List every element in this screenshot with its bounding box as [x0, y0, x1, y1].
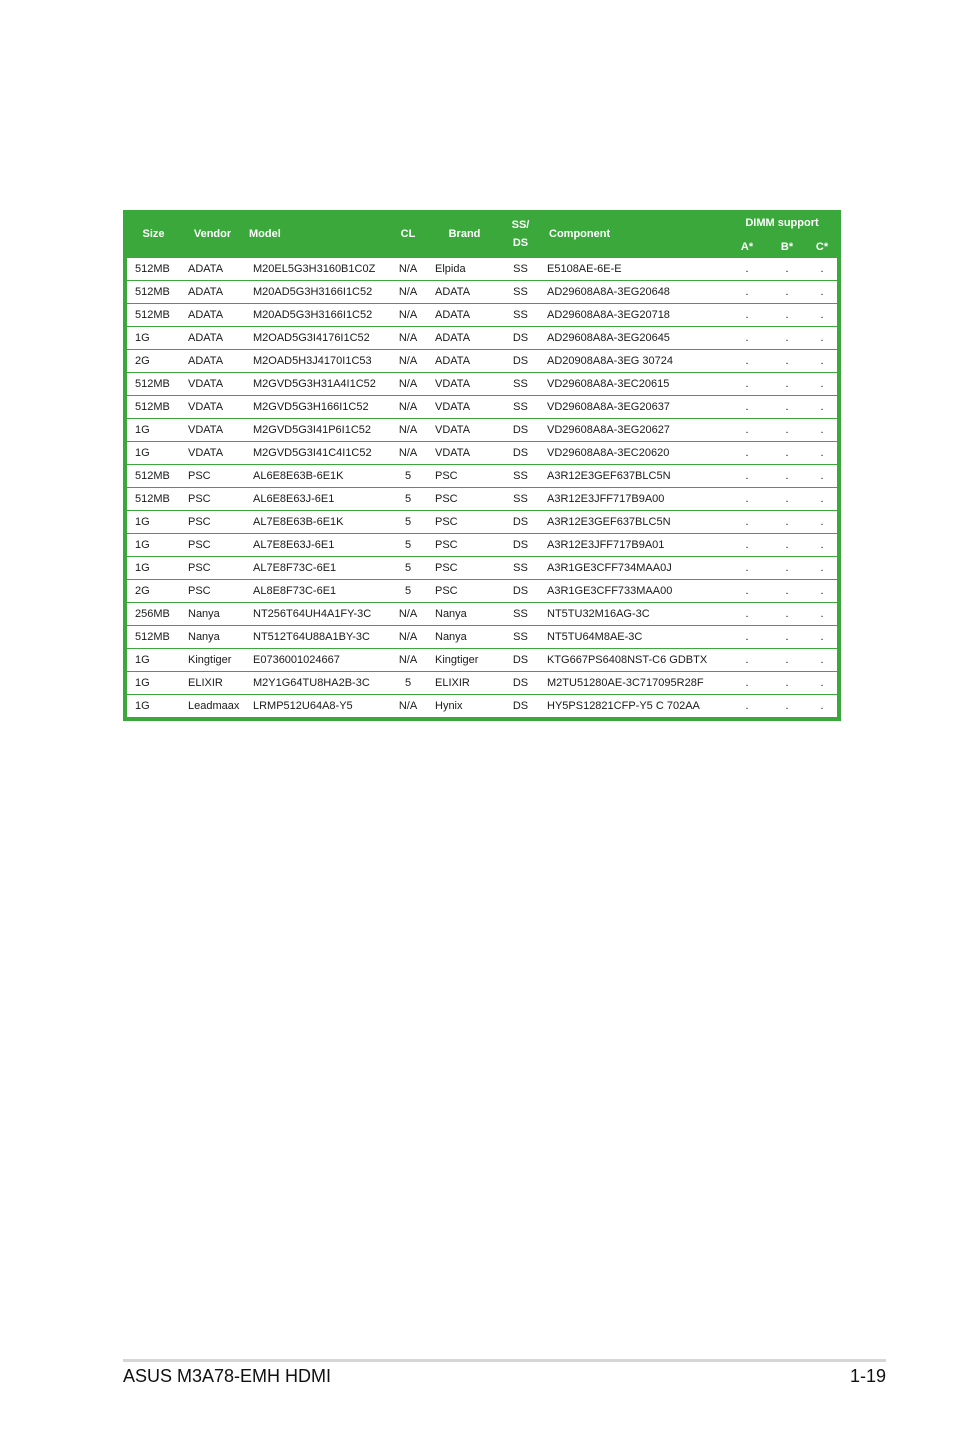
header-ss-ds-top: SS/ [511, 219, 530, 231]
cell-ss-ds: SS [502, 603, 539, 626]
cell-brand: ADATA [427, 281, 502, 304]
table-row [127, 626, 837, 649]
cell-cl: 5 [389, 534, 427, 557]
table-row [127, 557, 837, 580]
cell-brand: Kingtiger [427, 649, 502, 672]
cell-ss-ds: DS [502, 511, 539, 534]
cell-brand: Nanya [427, 626, 502, 649]
cell-model: M20AD5G3H3166I1C52 [245, 304, 389, 327]
cell-ss-ds: SS [502, 258, 539, 281]
cell-dimm-c: . [807, 511, 837, 534]
cell-dimm-a: . [727, 396, 767, 419]
cell-component: M2TU51280AE-3C717095R28F [539, 672, 727, 695]
cell-cl: 5 [389, 672, 427, 695]
cell-dimm-b: . [767, 672, 807, 695]
cell-ss-ds: SS [502, 488, 539, 511]
cell-dimm-c: . [807, 465, 837, 488]
cell-dimm-b: . [767, 603, 807, 626]
cell-brand: ELIXIR [427, 672, 502, 695]
cell-size: 512MB [127, 488, 180, 511]
cell-size: 1G [127, 695, 180, 718]
cell-cl: 5 [389, 557, 427, 580]
cell-component: NT5TU64M8AE-3C [539, 626, 727, 649]
table-row [127, 695, 837, 718]
cell-vendor: PSC [180, 557, 245, 580]
header-dimm-c: C* [807, 236, 837, 258]
cell-cl: N/A [389, 350, 427, 373]
cell-model: M2Y1G64TU8HA2B-3C [245, 672, 389, 695]
cell-brand: PSC [427, 465, 502, 488]
cell-brand: ADATA [427, 327, 502, 350]
cell-dimm-b: . [767, 396, 807, 419]
cell-vendor: ADATA [180, 350, 245, 373]
cell-brand: VDATA [427, 373, 502, 396]
cell-dimm-a: . [727, 442, 767, 465]
cell-dimm-c: . [807, 304, 837, 327]
cell-ss-ds: DS [502, 419, 539, 442]
cell-ss-ds: DS [502, 580, 539, 603]
cell-vendor: PSC [180, 511, 245, 534]
cell-model: AL8E8F73C-6E1 [245, 580, 389, 603]
cell-dimm-c: . [807, 557, 837, 580]
cell-dimm-b: . [767, 695, 807, 718]
cell-model: M2GVD5G3I41P6I1C52 [245, 419, 389, 442]
cell-dimm-a: . [727, 649, 767, 672]
table-row [127, 350, 837, 373]
cell-dimm-c: . [807, 603, 837, 626]
cell-dimm-c: . [807, 534, 837, 557]
cell-vendor: ELIXIR [180, 672, 245, 695]
cell-ss-ds: SS [502, 281, 539, 304]
cell-dimm-a: . [727, 465, 767, 488]
cell-size: 512MB [127, 258, 180, 281]
cell-dimm-c: . [807, 442, 837, 465]
cell-vendor: VDATA [180, 442, 245, 465]
cell-brand: VDATA [427, 442, 502, 465]
cell-model: M20EL5G3H3160B1C0Z [245, 258, 389, 281]
cell-vendor: Leadmaax [180, 695, 245, 718]
cell-model: NT256T64UH4A1FY-3C [245, 603, 389, 626]
cell-ss-ds: SS [502, 557, 539, 580]
cell-vendor: Kingtiger [180, 649, 245, 672]
cell-vendor: PSC [180, 465, 245, 488]
cell-model: M2GVD5G3H166I1C52 [245, 396, 389, 419]
cell-size: 1G [127, 442, 180, 465]
table-row [127, 373, 837, 396]
cell-component: A3R1GE3CFF734MAA0J [539, 557, 727, 580]
cell-size: 512MB [127, 626, 180, 649]
cell-cl: N/A [389, 649, 427, 672]
table-row [127, 304, 837, 327]
header-dimm-support: DIMM support [727, 210, 837, 236]
cell-cl: N/A [389, 281, 427, 304]
table-row [127, 580, 837, 603]
cell-component: A3R12E3GEF637BLC5N [539, 511, 727, 534]
memory-qvl-table [123, 210, 841, 721]
table-row [127, 672, 837, 695]
cell-dimm-b: . [767, 557, 807, 580]
cell-cl: 5 [389, 465, 427, 488]
table-row [127, 419, 837, 442]
cell-vendor: Nanya [180, 626, 245, 649]
cell-dimm-a: . [727, 373, 767, 396]
cell-component: NT5TU32M16AG-3C [539, 603, 727, 626]
cell-dimm-c: . [807, 373, 837, 396]
cell-vendor: PSC [180, 534, 245, 557]
cell-dimm-c: . [807, 281, 837, 304]
cell-model: AL7E8F73C-6E1 [245, 557, 389, 580]
footer-title: ASUS M3A78-EMH HDMI [123, 1366, 332, 1386]
cell-dimm-b: . [767, 281, 807, 304]
header-size: Size [127, 210, 180, 258]
cell-dimm-a: . [727, 511, 767, 534]
cell-component: AD29608A8A-3EG20718 [539, 304, 727, 327]
cell-dimm-a: . [727, 534, 767, 557]
cell-cl: N/A [389, 327, 427, 350]
cell-size: 2G [127, 350, 180, 373]
cell-vendor: Nanya [180, 603, 245, 626]
cell-size: 512MB [127, 465, 180, 488]
cell-dimm-c: . [807, 649, 837, 672]
cell-ss-ds: DS [502, 327, 539, 350]
cell-model: AL6E8E63B-6E1K [245, 465, 389, 488]
cell-brand: Nanya [427, 603, 502, 626]
cell-model: E0736001024667 [245, 649, 389, 672]
cell-dimm-a: . [727, 626, 767, 649]
cell-size: 1G [127, 672, 180, 695]
cell-model: NT512T64U88A1BY-3C [245, 626, 389, 649]
cell-dimm-b: . [767, 649, 807, 672]
cell-size: 2G [127, 580, 180, 603]
cell-vendor: ADATA [180, 304, 245, 327]
cell-model: M2GVD5G3I41C4I1C52 [245, 442, 389, 465]
header-brand: Brand [427, 210, 502, 258]
cell-size: 512MB [127, 396, 180, 419]
cell-size: 512MB [127, 304, 180, 327]
cell-ss-ds: SS [502, 465, 539, 488]
cell-cl: N/A [389, 304, 427, 327]
cell-vendor: ADATA [180, 327, 245, 350]
cell-model: M2OAD5G3I4176I1C52 [245, 327, 389, 350]
footer-rule [123, 1359, 886, 1362]
table-row [127, 511, 837, 534]
table-row [127, 603, 837, 626]
cell-dimm-c: . [807, 488, 837, 511]
cell-size: 1G [127, 534, 180, 557]
cell-size: 256MB [127, 603, 180, 626]
cell-cl: N/A [389, 419, 427, 442]
cell-brand: PSC [427, 534, 502, 557]
cell-dimm-b: . [767, 488, 807, 511]
cell-ss-ds: SS [502, 373, 539, 396]
table-row [127, 258, 837, 281]
cell-cl: N/A [389, 373, 427, 396]
cell-component: VD29608A8A-3EC20620 [539, 442, 727, 465]
cell-dimm-a: . [727, 258, 767, 281]
cell-brand: PSC [427, 557, 502, 580]
cell-dimm-b: . [767, 419, 807, 442]
header-ss-ds [502, 210, 539, 258]
cell-dimm-a: . [727, 304, 767, 327]
cell-ss-ds: SS [502, 626, 539, 649]
cell-size: 1G [127, 649, 180, 672]
cell-model: AL7E8E63J-6E1 [245, 534, 389, 557]
cell-dimm-b: . [767, 511, 807, 534]
cell-ss-ds: DS [502, 442, 539, 465]
cell-cl: N/A [389, 626, 427, 649]
cell-size: 1G [127, 327, 180, 350]
cell-brand: Elpida [427, 258, 502, 281]
cell-dimm-a: . [727, 327, 767, 350]
cell-dimm-b: . [767, 373, 807, 396]
cell-component: A3R1GE3CFF733MAA00 [539, 580, 727, 603]
header-cl: CL [389, 210, 427, 258]
table-row [127, 649, 837, 672]
cell-dimm-b: . [767, 304, 807, 327]
cell-size: 1G [127, 557, 180, 580]
cell-vendor: PSC [180, 580, 245, 603]
header-component: Component [539, 210, 727, 258]
cell-model: AL7E8E63B-6E1K [245, 511, 389, 534]
cell-dimm-b: . [767, 442, 807, 465]
cell-dimm-a: . [727, 488, 767, 511]
header-dimm-a: A* [727, 236, 767, 258]
cell-dimm-c: . [807, 350, 837, 373]
cell-component: A3R12E3JFF717B9A01 [539, 534, 727, 557]
cell-brand: VDATA [427, 419, 502, 442]
cell-dimm-a: . [727, 695, 767, 718]
cell-cl: N/A [389, 695, 427, 718]
cell-cl: 5 [389, 488, 427, 511]
header-dimm-b: B* [767, 236, 807, 258]
cell-dimm-b: . [767, 626, 807, 649]
cell-cl: N/A [389, 396, 427, 419]
cell-component: VD29608A8A-3EG20627 [539, 419, 727, 442]
table-row [127, 442, 837, 465]
cell-brand: ADATA [427, 350, 502, 373]
cell-ss-ds: DS [502, 534, 539, 557]
cell-component: HY5PS12821CFP-Y5 C 702AA [539, 695, 727, 718]
cell-ss-ds: SS [502, 304, 539, 327]
cell-dimm-b: . [767, 258, 807, 281]
cell-dimm-a: . [727, 580, 767, 603]
cell-dimm-a: . [727, 557, 767, 580]
cell-component: A3R12E3GEF637BLC5N [539, 465, 727, 488]
cell-ss-ds: SS [502, 396, 539, 419]
cell-dimm-a: . [727, 603, 767, 626]
cell-brand: VDATA [427, 396, 502, 419]
cell-dimm-c: . [807, 695, 837, 718]
table-row [127, 327, 837, 350]
cell-cl: N/A [389, 603, 427, 626]
cell-dimm-c: . [807, 258, 837, 281]
header-ss-ds-bottom: DS [512, 237, 529, 249]
cell-model: LRMP512U64A8-Y5 [245, 695, 389, 718]
cell-vendor: ADATA [180, 258, 245, 281]
cell-dimm-b: . [767, 534, 807, 557]
cell-cl: 5 [389, 511, 427, 534]
cell-dimm-b: . [767, 465, 807, 488]
cell-size: 512MB [127, 281, 180, 304]
cell-vendor: VDATA [180, 396, 245, 419]
table-row [127, 488, 837, 511]
header-model: Model [245, 210, 389, 258]
cell-ss-ds: DS [502, 649, 539, 672]
table-row [127, 465, 837, 488]
table-row [127, 396, 837, 419]
cell-size: 1G [127, 511, 180, 534]
cell-model: M2OAD5H3J4170I1C53 [245, 350, 389, 373]
cell-vendor: ADATA [180, 281, 245, 304]
cell-size: 1G [127, 419, 180, 442]
cell-vendor: VDATA [180, 373, 245, 396]
cell-dimm-b: . [767, 327, 807, 350]
cell-cl: N/A [389, 258, 427, 281]
cell-dimm-a: . [727, 281, 767, 304]
cell-brand: PSC [427, 511, 502, 534]
cell-dimm-a: . [727, 350, 767, 373]
cell-component: KTG667PS6408NST-C6 GDBTX [539, 649, 727, 672]
table-row [127, 281, 837, 304]
cell-dimm-c: . [807, 626, 837, 649]
cell-size: 512MB [127, 373, 180, 396]
header-vendor: Vendor [180, 210, 245, 258]
cell-ss-ds: DS [502, 672, 539, 695]
page-number: 1-19 [849, 1366, 886, 1386]
cell-model: M2GVD5G3H31A4I1C52 [245, 373, 389, 396]
cell-dimm-c: . [807, 672, 837, 695]
cell-component: VD29608A8A-3EG20637 [539, 396, 727, 419]
cell-model: M20AD5G3H3166I1C52 [245, 281, 389, 304]
cell-dimm-a: . [727, 672, 767, 695]
cell-brand: Hynix [427, 695, 502, 718]
cell-component: VD29608A8A-3EC20615 [539, 373, 727, 396]
cell-cl: N/A [389, 442, 427, 465]
cell-brand: PSC [427, 488, 502, 511]
cell-dimm-c: . [807, 327, 837, 350]
cell-dimm-c: . [807, 580, 837, 603]
cell-component: A3R12E3JFF717B9A00 [539, 488, 727, 511]
cell-cl: 5 [389, 580, 427, 603]
cell-dimm-c: . [807, 396, 837, 419]
cell-component: E5108AE-6E-E [539, 258, 727, 281]
cell-dimm-c: . [807, 419, 837, 442]
cell-brand: ADATA [427, 304, 502, 327]
cell-ss-ds: DS [502, 695, 539, 718]
cell-brand: PSC [427, 580, 502, 603]
cell-component: AD29608A8A-3EG20648 [539, 281, 727, 304]
table-row [127, 534, 837, 557]
cell-ss-ds: DS [502, 350, 539, 373]
cell-vendor: VDATA [180, 419, 245, 442]
cell-model: AL6E8E63J-6E1 [245, 488, 389, 511]
cell-vendor: PSC [180, 488, 245, 511]
cell-component: AD20908A8A-3EG 30724 [539, 350, 727, 373]
cell-dimm-b: . [767, 580, 807, 603]
cell-component: AD29608A8A-3EG20645 [539, 327, 727, 350]
cell-dimm-a: . [727, 419, 767, 442]
table-body [127, 258, 837, 717]
cell-dimm-b: . [767, 350, 807, 373]
